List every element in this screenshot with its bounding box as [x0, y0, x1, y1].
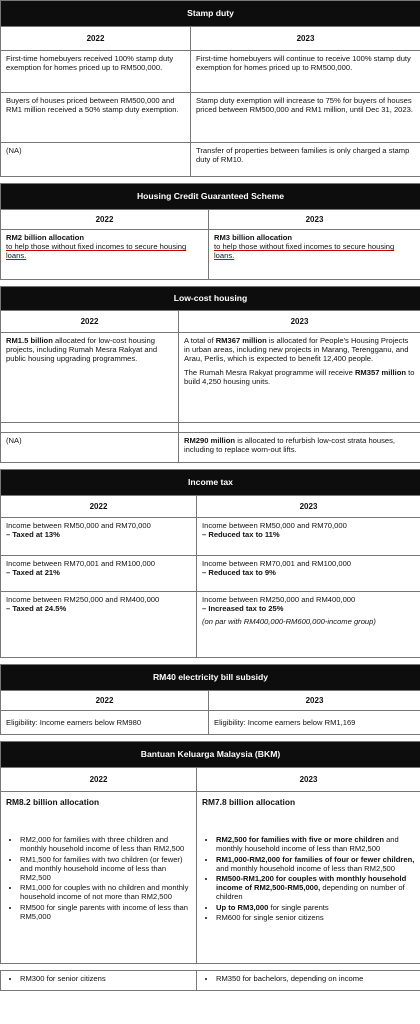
- col-2022: 2022: [1, 311, 179, 333]
- electricity-table: [0, 664, 420, 735]
- tax-row1-2023-text: Income between RM50,000 and RM70,000: [202, 521, 347, 530]
- lowcost-title: Low-cost housing: [1, 287, 420, 311]
- col-2022: 2022: [1, 496, 197, 518]
- lowcost-spacer-b: [179, 423, 420, 433]
- stamp-row3-2022: (NA): [1, 143, 191, 177]
- list-item: • RM1,000 for couples with no children and monthly household income of not more than RM2,500: [20, 883, 191, 901]
- list-item: [216, 874, 415, 902]
- tax-row3-2023: [197, 592, 420, 658]
- col-2022: 2022: [1, 691, 209, 711]
- lowcost-2023-desc: is allocated for People's Housing Projects in urban areas, including new projects in Marang, Terengganu, and Arau, Perlis, which is expected to benefit 12,400 people.: [184, 336, 409, 364]
- tax-row2-2023: [197, 556, 420, 592]
- strata-amount: RM290 million: [184, 436, 236, 445]
- rmr-amount: RM357 million: [354, 367, 406, 377]
- list-item: • RM500 for single parents with income of less than RM5,000: [20, 903, 191, 921]
- income-tax-table: [0, 469, 420, 658]
- tax-row3-2023-rate: – Increased tax to 25%: [202, 604, 284, 614]
- elec-2023: Eligibility: Income earners below RM1,169: [209, 711, 420, 735]
- bkm-b2-rest: and monthly household income of less than RM2,500: [216, 863, 395, 873]
- lowcost-2022-amount: RM1.5 billion: [6, 336, 53, 345]
- col-2023: 2023: [209, 210, 420, 230]
- rmr-pre: The Rumah Mesra Rakyat programme will receive: [184, 367, 353, 377]
- rmr-desc: to build 4,250 housing units.: [184, 367, 415, 386]
- col-2022: 2022: [1, 768, 197, 792]
- col-2022: 2022: [1, 210, 209, 230]
- bkm-title: Bantuan Keluarga Malaysia (BKM): [1, 742, 420, 768]
- tax-row3-2023-text: Income between RM250,000 and RM400,000: [202, 595, 356, 604]
- col-2023: 2023: [179, 311, 420, 333]
- list-item: • RM2,000 for families with three children and monthly household income of less than RM2,500: [20, 835, 191, 853]
- col-2023: 2023: [197, 496, 420, 518]
- tax-row1-2022: [1, 518, 197, 556]
- bkm-spacer-a: [1, 964, 197, 971]
- col-2022: 2022: [1, 27, 191, 51]
- hcgs-title: Housing Credit Guaranteed Scheme: [1, 184, 420, 210]
- stamp-duty-table: [0, 0, 420, 177]
- list-item: • RM350 for bachelors, depending on income: [216, 974, 415, 983]
- tax-row2-2023-rate: – Reduced tax to 9%: [202, 568, 276, 578]
- bkm-2023-head: RM7.8 billion allocation: [202, 797, 296, 807]
- bkm-2022-list: [6, 835, 191, 921]
- hcgs-2022-amount: RM2 billion allocation: [6, 233, 85, 242]
- lowcost-table: [0, 286, 420, 463]
- bkm-b2-bold: RM1,000-RM2,000 for families of four or fewer children,: [216, 854, 415, 864]
- bkm-b3-bold: RM500-RM1,200 for couples with monthly household income of RM2,500-RM5,000,: [216, 874, 407, 893]
- tax-row3-2023-note: (on par with RM400,000-RM600,000-income group): [202, 617, 376, 627]
- bkm-b1-rest: and monthly household income of less than RM2,500: [216, 835, 399, 854]
- hcgs-2023-desc: to help those without fixed incomes to secure housing loans.: [214, 242, 395, 261]
- list-item: [216, 903, 415, 912]
- lowcost-row2-2022: (NA): [1, 433, 179, 463]
- tax-row1-2023: [197, 518, 420, 556]
- hcgs-table: [0, 183, 420, 280]
- hcgs-2022-desc: to help those without fixed incomes to secure housing loans.: [6, 242, 187, 261]
- stamp-row2-2022: Buyers of houses priced between RM500,000 and RM1 million received a 50% stamp duty exemption.: [1, 93, 191, 143]
- strata-desc: is allocated to refurbish low-cost strata houses, including to replace worn-out lifts.: [184, 436, 396, 455]
- tax-row2-2022-text: Income between RM70,001 and RM100,000: [6, 559, 156, 568]
- bkm-b1-bold: RM2,500 for families with five or more children: [216, 835, 384, 845]
- lowcost-spacer-a: [1, 423, 179, 433]
- bkm-b4-rest: for single parents: [270, 902, 329, 912]
- stamp-row3-2023: Transfer of properties between families is only charged a stamp duty of RM10.: [191, 143, 420, 177]
- tax-row1-2023-rate: – Reduced tax to 11%: [202, 530, 280, 540]
- hcgs-2022: [1, 230, 209, 280]
- bkm-row2-2023: [197, 971, 420, 991]
- lowcost-2023: [179, 333, 420, 423]
- bkm-table: [0, 741, 420, 991]
- lowcost-2023-pre: A total of: [184, 336, 214, 345]
- tax-row1-2022-text: Income between RM50,000 and RM70,000: [6, 521, 151, 530]
- stamp-row1-2023: First-time homebuyers will continue to receive 100% stamp duty exemption for homes priced up to RM500,000.: [191, 51, 420, 93]
- bkm-b4-bold: Up to RM3,000: [216, 902, 269, 912]
- list-item: • RM1,500 for families with two children (or fewer) and monthly household income of less than RM2,500: [20, 855, 191, 883]
- hcgs-2023: [209, 230, 420, 280]
- lowcost-2022: [1, 333, 179, 423]
- stamp-row1-2022: First-time homebuyers received 100% stamp duty exemption for homes priced up to RM500,000.: [1, 51, 191, 93]
- tax-row2-2023-text: Income between RM70,001 and RM100,000: [202, 559, 352, 568]
- tax-row1-2022-rate: – Taxed at 13%: [6, 530, 60, 540]
- list-item: • RM300 for senior citizens: [20, 974, 191, 983]
- elec-2022: Eligibility: Income earners below RM980: [1, 711, 209, 735]
- col-2023: 2023: [209, 691, 420, 711]
- electricity-title: RM40 electricity bill subsidy: [1, 665, 420, 691]
- bkm-b3-rest: depending on number of children: [216, 883, 405, 902]
- tax-row3-2022-text: Income between RM250,000 and RM400,000: [6, 595, 160, 604]
- bkm-2022-head: RM8.2 billion allocation: [6, 797, 100, 807]
- lowcost-2022-desc: allocated for low-cost housing projects, including Rumah Mesra Rakyat and public housing upgrading programmes.: [6, 336, 158, 364]
- income-tax-title: Income tax: [1, 470, 420, 496]
- bkm-2023-list: [202, 835, 415, 922]
- tax-row3-2022-rate: – Taxed at 24.5%: [6, 604, 67, 614]
- lowcost-2023-amount: RM367 million: [215, 336, 267, 345]
- tax-row3-2022: [1, 592, 197, 658]
- bkm-2022: [1, 792, 197, 964]
- tax-row2-2022-rate: – Taxed at 21%: [6, 568, 60, 578]
- col-2023: 2023: [197, 768, 420, 792]
- list-item: [216, 835, 415, 853]
- bkm-row2-2022: [1, 971, 197, 991]
- stamp-duty-title: Stamp duty: [1, 1, 420, 27]
- stamp-row2-2023: Stamp duty exemption will increase to 75% for buyers of houses priced between RM500,000 and RM1 million, until Dec 31, 2023.: [191, 93, 420, 143]
- hcgs-2023-amount: RM3 billion allocation: [214, 233, 293, 242]
- tax-row2-2022: [1, 556, 197, 592]
- list-item: • RM600 for single senior citizens: [216, 913, 415, 922]
- bkm-2023: [197, 792, 420, 964]
- lowcost-row2-2023: [179, 433, 420, 463]
- list-item: [216, 855, 415, 873]
- col-2023: 2023: [191, 27, 420, 51]
- bkm-spacer-b: [197, 964, 420, 971]
